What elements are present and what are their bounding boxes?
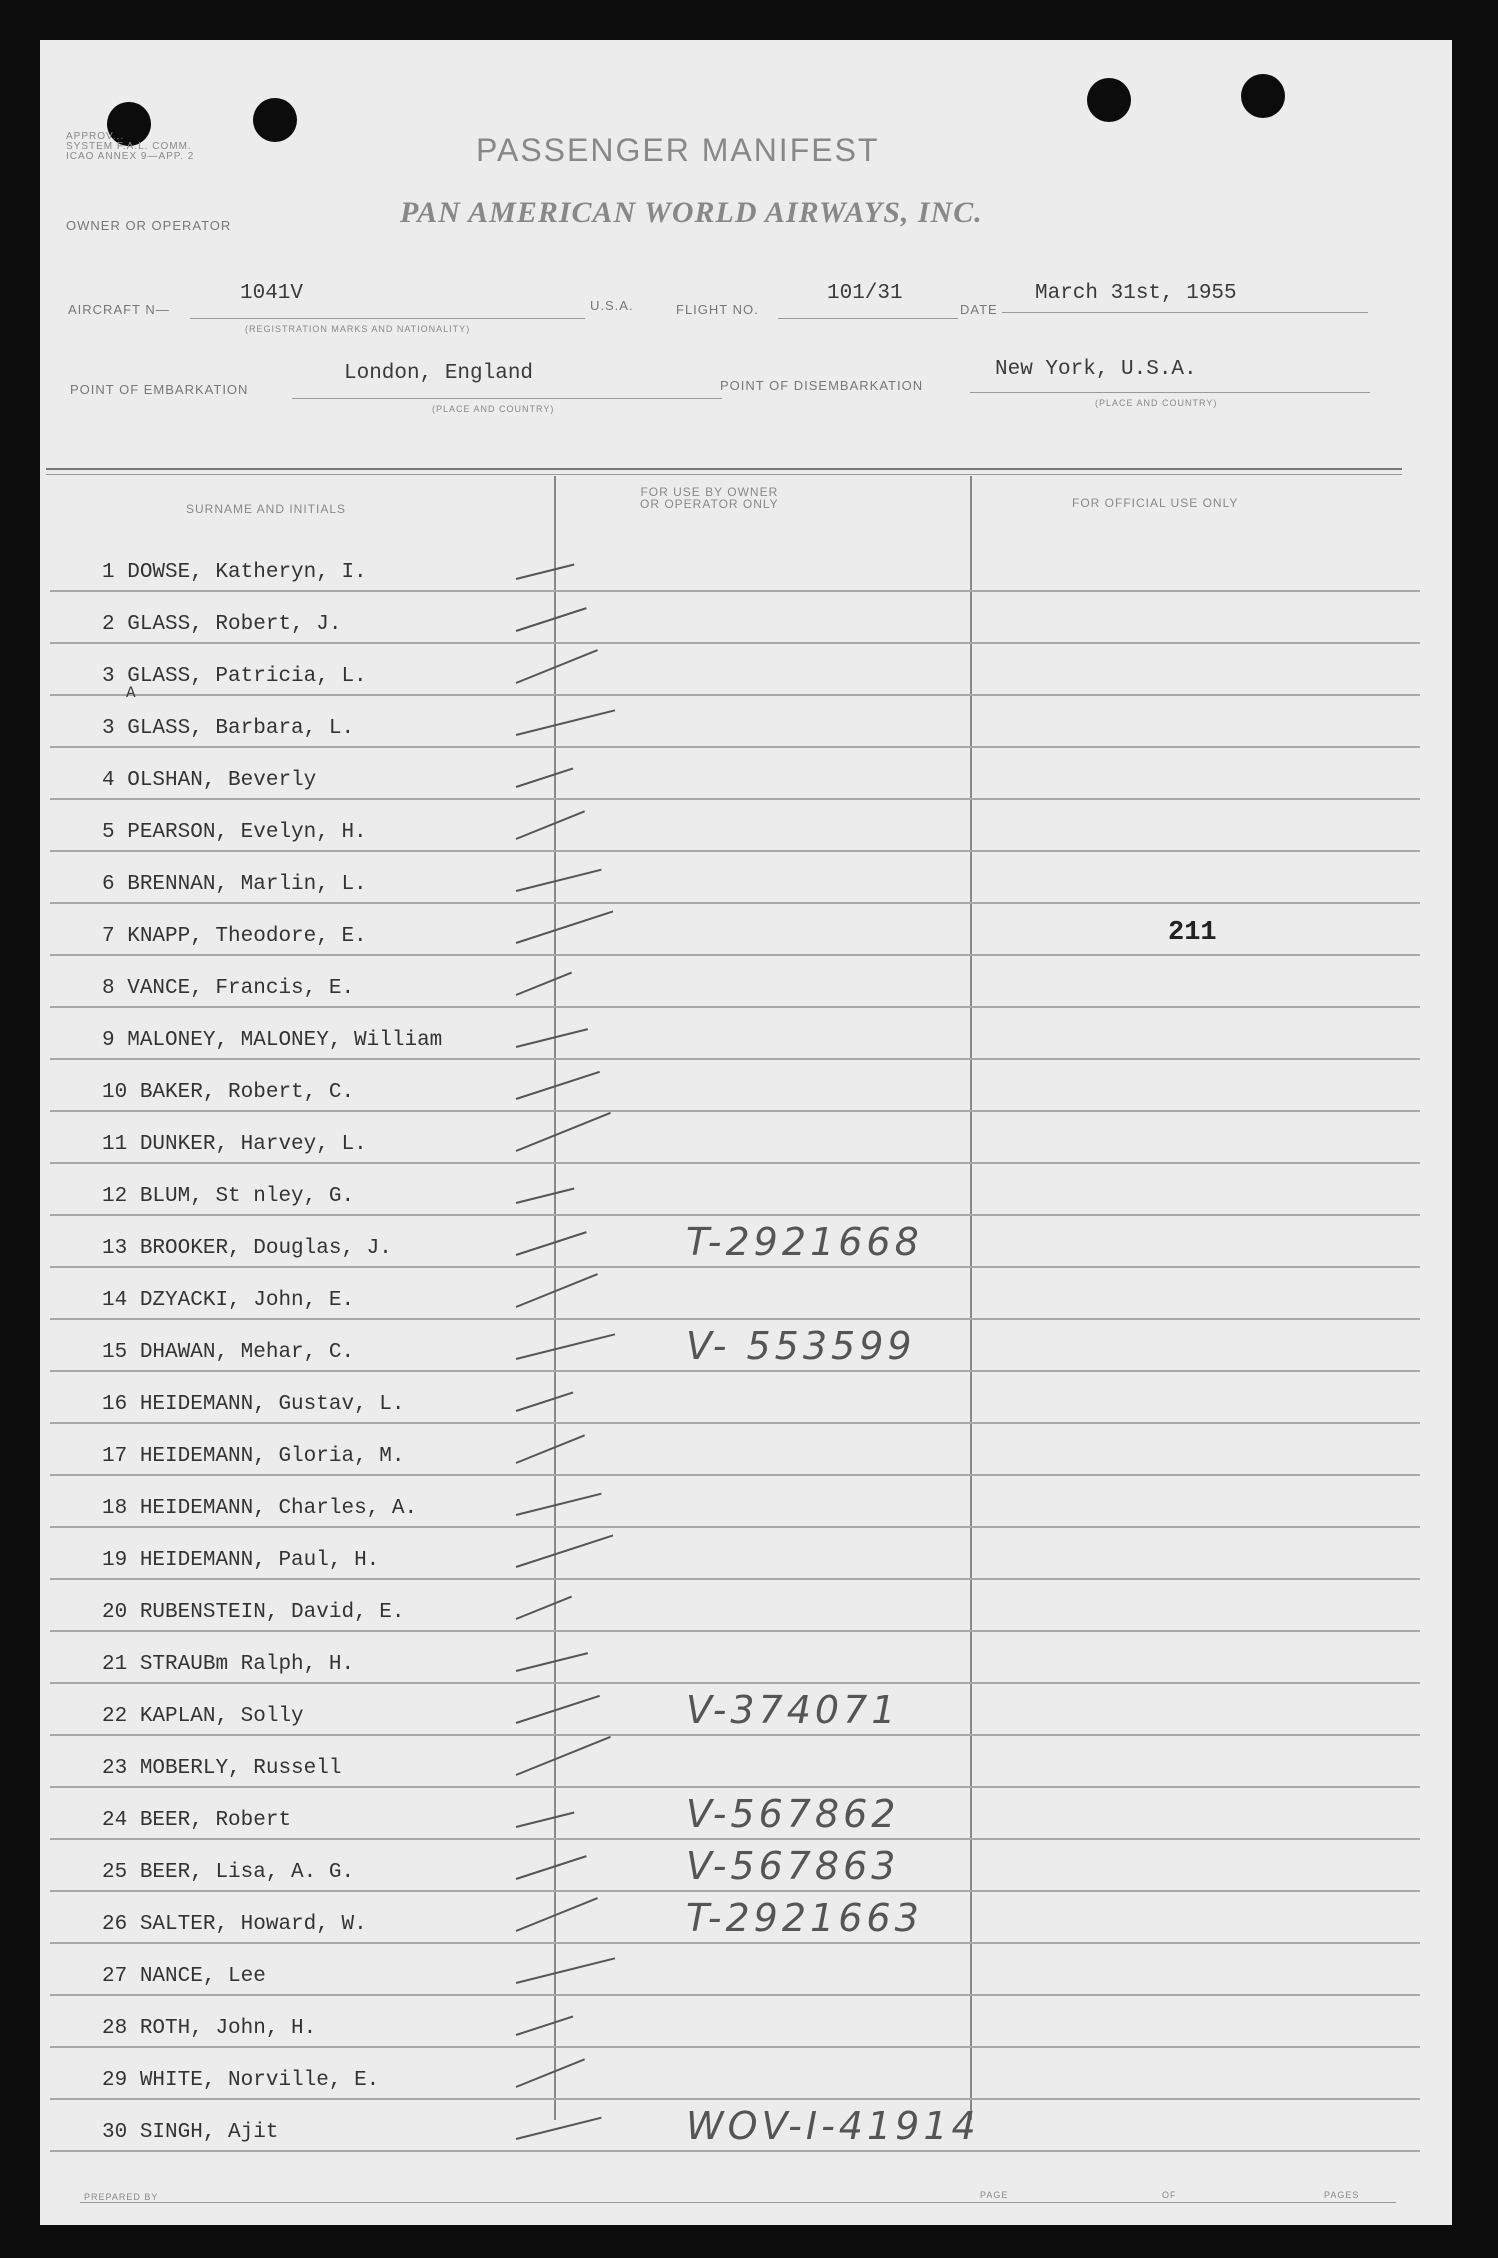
table-row <box>50 1840 1420 1892</box>
passenger-name: KNAPP, Theodore, E. <box>127 925 367 948</box>
passenger-number: 30 <box>102 2121 128 2144</box>
passenger-name: SALTER, Howard, W. <box>139 1913 367 1936</box>
date-label: DATE <box>960 302 998 317</box>
passenger-number: 12 <box>102 1185 128 1208</box>
table-row <box>50 2100 1420 2152</box>
passenger-number: 4 <box>102 769 115 792</box>
passenger-name: HEIDEMANN, Paul, H. <box>139 1549 380 1572</box>
passenger-entry <box>102 1445 404 1468</box>
passenger-entry <box>102 561 367 584</box>
table-row <box>50 1736 1420 1788</box>
passenger-name: DZYACKI, John, E. <box>139 1289 355 1312</box>
disembark-caption: (PLACE AND COUNTRY) <box>1095 398 1218 408</box>
table-row <box>50 1580 1420 1632</box>
passenger-number: 16 <box>102 1393 128 1416</box>
owner-value: PAN AMERICAN WORLD AIRWAYS, INC. <box>400 196 983 229</box>
passenger-number: 3 <box>102 665 115 688</box>
passenger-entry <box>102 1757 341 1780</box>
table-row <box>50 1996 1420 2048</box>
check-mark <box>516 1812 575 1828</box>
passenger-number: 7 <box>102 925 115 948</box>
check-mark <box>516 911 614 944</box>
passenger-name: VANCE, Francis, E. <box>127 977 355 1000</box>
passenger-number: 28 <box>102 2017 128 2040</box>
passenger-number: 29 <box>102 2069 128 2092</box>
passenger-entry <box>102 717 354 740</box>
punch-hole <box>1087 78 1131 122</box>
owner-use-entry: T-2921668 <box>686 1220 923 1264</box>
flight-value: 101/31 <box>827 282 903 305</box>
passenger-number: 26 <box>102 1913 128 1936</box>
row-rule <box>50 2150 1420 2152</box>
passenger-entry <box>102 2017 316 2040</box>
table-row <box>50 1424 1420 1476</box>
passenger-name: GLASS, Patricia, L. <box>127 665 367 688</box>
nationality: U.S.A. <box>590 298 634 313</box>
owner-use-entry: V- 553599 <box>686 1324 916 1368</box>
page-label: PAGE <box>980 2190 1009 2200</box>
table-row <box>50 1528 1420 1580</box>
check-mark <box>516 2016 574 2036</box>
passenger-number: 17 <box>102 1445 128 1468</box>
table-row <box>50 1632 1420 1684</box>
official-use-entry: 211 <box>1168 918 1217 948</box>
punch-hole <box>1241 74 1285 118</box>
passenger-entry <box>102 1549 379 1572</box>
passenger-entry <box>102 1237 392 1260</box>
passenger-entry <box>102 873 367 896</box>
embark-label: POINT OF EMBARKATION <box>70 382 249 397</box>
check-mark <box>516 972 572 996</box>
passenger-name: NANCE, Lee <box>139 1965 266 1988</box>
passenger-name: BLUM, St nley, G. <box>139 1185 355 1208</box>
check-mark <box>516 1957 615 1984</box>
check-mark <box>516 1535 614 1568</box>
aircraft-label: AIRCRAFT N— <box>68 302 170 317</box>
embark-caption: (PLACE AND COUNTRY) <box>432 404 555 414</box>
table-row <box>50 644 1420 696</box>
table-row <box>50 748 1420 800</box>
check-mark <box>516 1434 585 1464</box>
passenger-name: OLSHAN, Beverly <box>127 769 317 792</box>
passenger-number: 10 <box>102 1081 128 1104</box>
passenger-entry <box>102 1289 354 1312</box>
table-row <box>50 800 1420 852</box>
check-mark <box>516 709 615 736</box>
passenger-number: 9 <box>102 1029 115 1052</box>
passenger-entry <box>102 1861 354 1884</box>
check-mark <box>516 1333 615 1360</box>
passenger-entry <box>102 821 367 844</box>
passenger-number: 3 <box>102 717 115 740</box>
passenger-entry <box>102 1341 354 1364</box>
check-mark <box>516 1596 572 1620</box>
passenger-entry <box>102 1913 367 1936</box>
check-mark <box>516 1028 588 1048</box>
table-row <box>50 2048 1420 2100</box>
passenger-entry <box>102 925 367 948</box>
table-row <box>50 592 1420 644</box>
table-row <box>50 1320 1420 1372</box>
passenger-name: BAKER, Robert, C. <box>139 1081 355 1104</box>
check-mark <box>516 1392 574 1412</box>
passenger-name: PEARSON, Evelyn, H. <box>127 821 367 844</box>
passenger-number: 18 <box>102 1497 128 1520</box>
passenger-name: RUBENSTEIN, David, E. <box>139 1601 405 1624</box>
passenger-entry <box>102 977 354 1000</box>
table-row <box>50 1216 1420 1268</box>
check-mark <box>516 1695 600 1724</box>
table-row <box>50 1372 1420 1424</box>
approval-note: APPROV... SYSTEM F.A.L. COMM. ICAO ANNEX 9—APP. 2 <box>66 131 195 162</box>
table-row <box>50 1164 1420 1216</box>
check-mark <box>516 1273 598 1308</box>
passenger-number: 24 <box>102 1809 128 1832</box>
passenger-name: BEER, Lisa, A. G. <box>139 1861 355 1884</box>
passenger-number: 6 <box>102 873 115 896</box>
passenger-entry <box>102 1705 304 1728</box>
check-mark <box>516 1112 611 1152</box>
disembark-label: POINT OF DISEMBARKATION <box>720 378 924 393</box>
passenger-number: 23 <box>102 1757 128 1780</box>
owner-use-entry: V-567862 <box>686 1792 900 1836</box>
aircraft-value: 1041V <box>240 282 304 305</box>
passenger-entry <box>102 1133 367 1156</box>
flight-label: FLIGHT NO. <box>676 302 759 317</box>
col-surname-header: SURNAME AND INITIALS <box>186 502 347 516</box>
table-row <box>50 1008 1420 1060</box>
passenger-name: STRAUBm Ralph, H. <box>139 1653 355 1676</box>
aircraft-caption: (REGISTRATION MARKS AND NATIONALITY) <box>245 324 471 334</box>
owner-use-entry: V-567863 <box>686 1844 900 1888</box>
table-row <box>50 852 1420 904</box>
col-owner-header: FOR USE BY OWNER OR OPERATOR ONLY <box>640 485 779 511</box>
passenger-entry <box>102 769 316 792</box>
check-mark <box>516 607 587 632</box>
check-mark <box>516 1897 598 1932</box>
table-row <box>50 1112 1420 1164</box>
table-row <box>50 1060 1420 1112</box>
passenger-entry <box>102 1185 354 1208</box>
table-row <box>50 1944 1420 1996</box>
prepared-by-label: PREPARED BY <box>84 2192 159 2202</box>
date-value: March 31st, 1955 <box>1035 282 1237 305</box>
passenger-name: WHITE, Norville, E. <box>139 2069 380 2092</box>
owner-label: OWNER OR OPERATOR <box>66 218 232 233</box>
passenger-entry <box>102 1601 404 1624</box>
table-row <box>50 684 1420 748</box>
check-mark <box>516 2058 585 2088</box>
passenger-entry <box>102 1029 442 1052</box>
check-mark <box>516 1493 602 1516</box>
passenger-entry <box>102 1965 266 1988</box>
passenger-name: DHAWAN, Mehar, C. <box>139 1341 355 1364</box>
passenger-entry <box>102 665 367 688</box>
passenger-entry <box>102 1497 417 1520</box>
passenger-number: 21 <box>102 1653 128 1676</box>
table-row <box>50 1268 1420 1320</box>
check-mark <box>516 1188 575 1204</box>
check-mark <box>516 1071 600 1100</box>
passenger-number: 22 <box>102 1705 128 1728</box>
insert-mark: A <box>126 684 136 702</box>
passenger-number: 2 <box>102 613 115 636</box>
check-mark <box>516 1736 611 1776</box>
col-official-header: FOR OFFICIAL USE ONLY <box>1072 496 1239 510</box>
passenger-number: 11 <box>102 1133 128 1156</box>
check-mark <box>516 649 598 684</box>
of-label: OF <box>1162 2190 1177 2200</box>
table-row <box>50 1788 1420 1840</box>
passenger-name: HEIDEMANN, Charles, A. <box>139 1497 418 1520</box>
passenger-name: GLASS, Robert, J. <box>127 613 342 636</box>
table-row <box>50 956 1420 1008</box>
table-row <box>50 904 1420 956</box>
manifest-sheet <box>40 40 1452 2225</box>
page-title: PASSENGER MANIFEST <box>476 132 880 168</box>
passenger-name: HEIDEMANN, Gustav, L. <box>139 1393 405 1416</box>
passenger-name: MALONEY, MALONEY, William <box>127 1029 443 1052</box>
passenger-name: DUNKER, Harvey, L. <box>139 1133 367 1156</box>
passenger-number: 25 <box>102 1861 128 1884</box>
owner-use-entry: V-374071 <box>686 1688 900 1732</box>
disembark-value: New York, U.S.A. <box>995 358 1197 381</box>
passenger-entry <box>102 613 341 636</box>
passenger-entry <box>102 2069 379 2092</box>
check-mark <box>516 869 602 892</box>
table-row <box>50 1684 1420 1736</box>
passenger-name: ROTH, John, H. <box>139 2017 317 2040</box>
passenger-entry <box>102 1081 354 1104</box>
passenger-name: BRENNAN, Marlin, L. <box>127 873 367 896</box>
passenger-entry <box>102 1393 404 1416</box>
check-mark <box>516 810 585 840</box>
passenger-entry <box>102 1653 354 1676</box>
passenger-entry <box>102 2121 278 2144</box>
table-row <box>50 1892 1420 1944</box>
passenger-number: 19 <box>102 1549 128 1572</box>
passenger-name: BEER, Robert <box>139 1809 292 1832</box>
passenger-number: 13 <box>102 1237 128 1260</box>
table-top-rule <box>46 468 1402 470</box>
passenger-name: BROOKER, Douglas, J. <box>139 1237 392 1260</box>
passenger-name: SINGH, Ajit <box>139 2121 279 2144</box>
check-mark <box>516 768 574 788</box>
passenger-name: HEIDEMANN, Gloria, M. <box>139 1445 405 1468</box>
passenger-entry <box>102 1809 291 1832</box>
passenger-number: 20 <box>102 1601 128 1624</box>
passenger-number: 14 <box>102 1289 128 1312</box>
check-mark <box>516 564 575 580</box>
punch-hole <box>253 98 297 142</box>
check-mark <box>516 1652 588 1672</box>
embark-value: London, England <box>344 362 534 385</box>
passenger-name: MOBERLY, Russell <box>139 1757 342 1780</box>
passenger-number: 15 <box>102 1341 128 1364</box>
owner-use-entry: WOV-I-41914 <box>686 2104 980 2148</box>
passenger-name: DOWSE, Katheryn, I. <box>127 561 367 584</box>
passenger-name: KAPLAN, Solly <box>139 1705 304 1728</box>
owner-use-entry: T-2921663 <box>686 1896 923 1940</box>
passenger-number: 8 <box>102 977 115 1000</box>
check-mark <box>516 2117 602 2140</box>
passenger-number: 5 <box>102 821 115 844</box>
passenger-number: 1 <box>102 561 115 584</box>
passenger-name: GLASS, Barbara, L. <box>127 717 355 740</box>
pages-label: PAGES <box>1324 2190 1360 2200</box>
table-row <box>50 540 1420 592</box>
table-row <box>50 1476 1420 1528</box>
check-mark <box>516 1855 587 1880</box>
check-mark <box>516 1231 587 1256</box>
passenger-number: 27 <box>102 1965 128 1988</box>
